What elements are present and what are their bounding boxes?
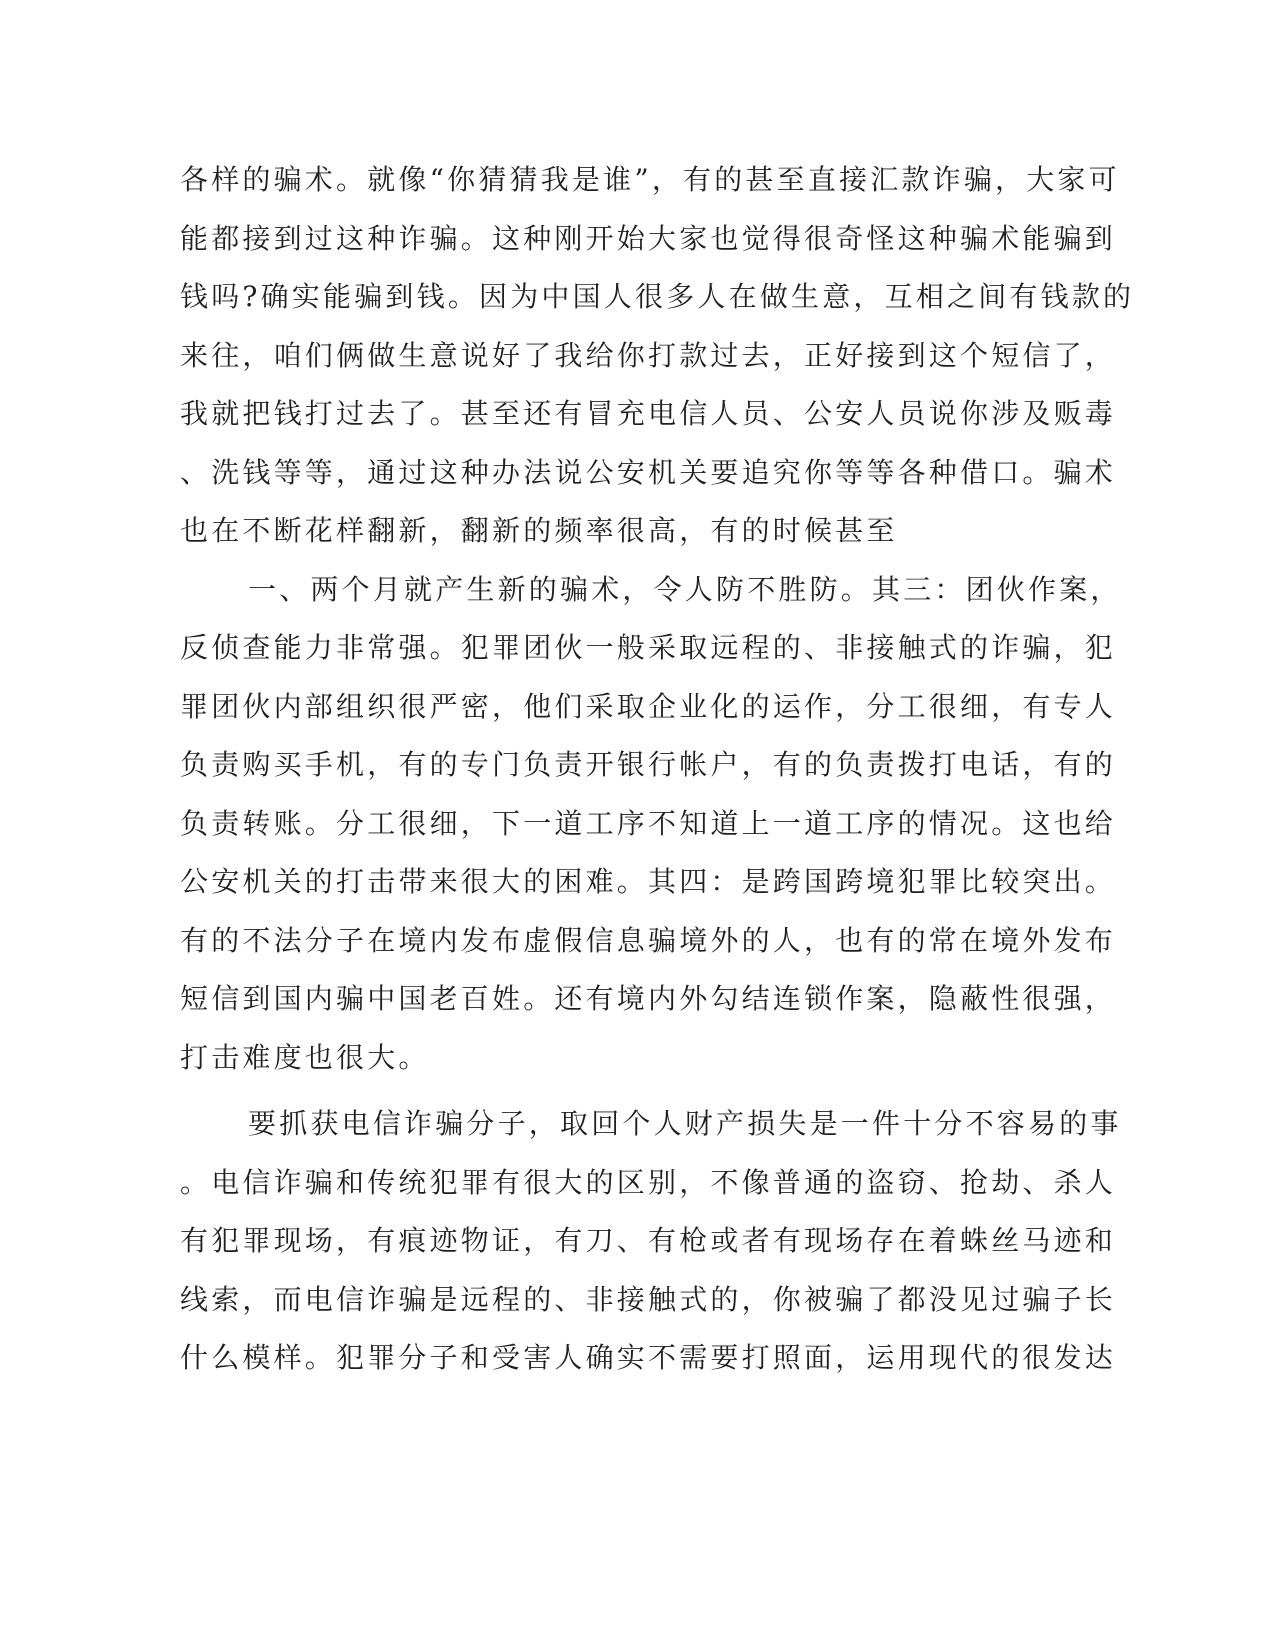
paragraph-first-line: 一、两个月就产生新的骗术，令人防不胜防。其三：团伙作案， — [248, 573, 1122, 606]
text-line: 负责购买手机，有的专门负责开银行帐户，有的负责拨打电话，有的 — [180, 748, 1117, 781]
text-line: 、洗钱等等，通过这种办法说公安机关要追究你等等各种借口。骗术 — [180, 456, 1117, 489]
text-line: 有犯罪现场，有痕迹物证，有刀、有枪或者有现场存在着蛛丝马迹和 — [180, 1224, 1117, 1257]
text-line: 能都接到过这种诈骗。这种刚开始大家也觉得很奇怪这种骗术能骗到 — [180, 222, 1117, 255]
text-line: 来往，咱们俩做生意说好了我给你打款过去，正好接到这个短信了， — [180, 339, 1117, 372]
text-line: 打击难度也很大。 — [180, 1041, 430, 1074]
text-line: 钱吗?确实能骗到钱。因为中国人很多人在做生意，互相之间有钱款的 — [180, 280, 1135, 313]
text-line: 也在不断花样翻新，翻新的频率很高，有的时候甚至 — [180, 514, 898, 547]
text-line: 有的不法分子在境内发布虚假信息骗境外的人，也有的常在境外发布 — [180, 924, 1117, 957]
text-line: 短信到国内骗中国老百姓。还有境内外勾结连锁作案，隐蔽性很强， — [180, 982, 1117, 1015]
text-line: 负责转账。分工很细，下一道工序不知道上一道工序的情况。这也给 — [180, 807, 1117, 840]
text-line: 各样的骗术。就像“你猜猜我是谁”，有的甚至直接汇款诈骗，大家可 — [180, 163, 1120, 196]
text-line: 反侦查能力非常强。犯罪团伙一般采取远程的、非接触式的诈骗，犯 — [180, 631, 1117, 664]
text-line: 什么模样。犯罪分子和受害人确实不需要打照面，运用现代的很发达 — [180, 1341, 1117, 1374]
text-line: 公安机关的打击带来很大的困难。其四：是跨国跨境犯罪比较突出。 — [180, 865, 1117, 898]
text-line: 线索，而电信诈骗是远程的、非接触式的，你被骗了都没见过骗子长 — [180, 1283, 1117, 1316]
paragraph-first-line: 要抓获电信诈骗分子，取回个人财产损失是一件十分不容易的事 — [248, 1107, 1122, 1140]
text-line: 。电信诈骗和传统犯罪有很大的区别，不像普通的盗窃、抢劫、杀人 — [180, 1166, 1117, 1199]
text-line: 我就把钱打过去了。甚至还有冒充电信人员、公安人员说你涉及贩毒 — [180, 397, 1117, 430]
text-line: 罪团伙内部组织很严密，他们采取企业化的运作，分工很细，有专人 — [180, 690, 1117, 723]
